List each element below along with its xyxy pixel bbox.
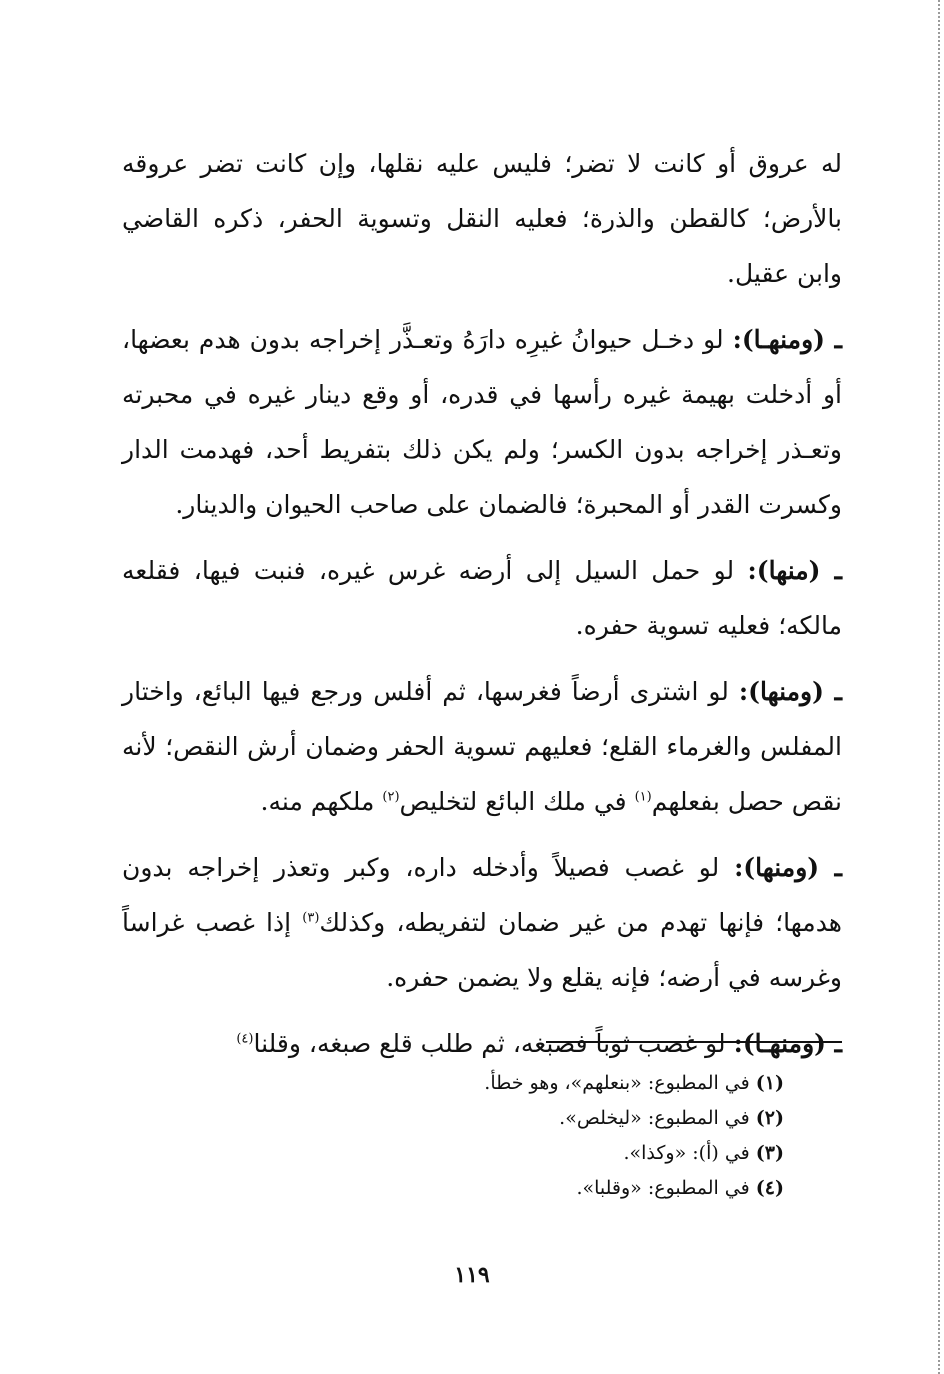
- paragraph-5: [122, 840, 842, 1005]
- paragraph-3-text: لو حمل السيل إلى أرضه غرس غيره، فنبت فيها، فقلعه مالكه؛ فعليه تسوية حفره.: [122, 556, 842, 640]
- footnotes-block: [184, 1066, 784, 1206]
- paragraph-3-lead: ـ (منها):: [747, 556, 842, 585]
- paragraph-6-text-a: لو غصب ثوباً فصبغه، ثم طلب قلع صبغه، وقلنا: [253, 1029, 726, 1058]
- footnote-4-number: (٤): [755, 1177, 784, 1199]
- paragraph-6: [122, 1016, 842, 1071]
- page-number: ١١٩: [454, 1262, 490, 1288]
- paragraph-4-text-c: ملكهم منه.: [260, 787, 383, 816]
- paragraph-3: [122, 543, 842, 653]
- paragraph-1-text: له عروق أو كانت لا تضر؛ فليس عليه نقلها، وإن كانت تضر عروقه بالأرض؛ كالقطن والذرة؛ فعليه النقل وتسوية الحفر، ذكره القاضي وابن عقيل.: [122, 149, 842, 288]
- footnote-2-text: في المطبوع: «ليخلص».: [559, 1107, 750, 1129]
- footnote-ref-3[interactable]: (٣): [302, 910, 320, 926]
- paragraph-4-lead: ـ (ومنها):: [738, 677, 843, 706]
- footnote-ref-1[interactable]: (١): [634, 789, 652, 805]
- footnote-1-text: في المطبوع: «بنعلهم»، وهو خطأ.: [484, 1072, 750, 1094]
- main-text-block: [122, 136, 842, 1082]
- paragraph-1: [122, 136, 842, 301]
- paragraph-5-text-b: إذا غصب غراساً وغرسه في أرضه؛ فإنه يقلع ولا يضمن حفره.: [122, 908, 842, 992]
- page-edge-dotted-line: [938, 0, 940, 1374]
- footnote-2: [184, 1101, 784, 1136]
- footnote-3: [184, 1136, 784, 1171]
- paragraph-2-text: لو دخـل حيوانُ غيرِه دارَهُ وتعـذَّر إخراجه بدون هدم بعضها، أو أدخلت بهيمة غيره رأسها في قدره، أو وقع دينار غيره في محبرته وتعـذر إخراجه بدون الكسر؛ ولم يكن ذلك بتفريط أحد، فهدمت الدار وكسرت القدر أو المحبرة؛ فالضمان على صاحب الحيوان والدينار.: [122, 325, 842, 519]
- footnote-1-number: (١): [755, 1072, 784, 1094]
- footnote-separator: [546, 1041, 842, 1043]
- footnote-1: [184, 1066, 784, 1101]
- footnote-2-number: (٢): [755, 1107, 784, 1129]
- paragraph-6-lead: ـ (ومنهـا):: [733, 1029, 842, 1058]
- footnote-ref-4[interactable]: (٤): [236, 1031, 254, 1047]
- footnote-ref-2[interactable]: (٢): [382, 789, 400, 805]
- paragraph-4-text-b: في ملك البائع لتخليص: [399, 787, 635, 816]
- footnote-3-number: (٣): [755, 1142, 784, 1164]
- paragraph-5-text-a: لو غصب فصيلاً وأدخله داره، وكبر وتعذر إخراجه بدون هدمها؛ فإنها تهدم من غير ضمان لتفريطه، وكذلك: [122, 853, 842, 937]
- footnote-3-text: في (أ): «وكذا».: [623, 1142, 750, 1164]
- footnote-4-text: في المطبوع: «وقلبا».: [576, 1177, 750, 1199]
- paragraph-4: [122, 664, 842, 829]
- footnote-4: [184, 1171, 784, 1206]
- paragraph-4-text-a: لو اشترى أرضاً فغرسها، ثم أفلس ورجع فيها البائع، واختار المفلس والغرماء القلع؛ فعليهم تسوية الحفر وضمان أرش النقص؛ لأنه نقص حصل بفعلهم: [122, 677, 842, 816]
- paragraph-2-lead: ـ (ومنهـا):: [732, 325, 842, 354]
- paragraph-5-lead: ـ (ومنها):: [734, 853, 843, 882]
- paragraph-2: [122, 312, 842, 532]
